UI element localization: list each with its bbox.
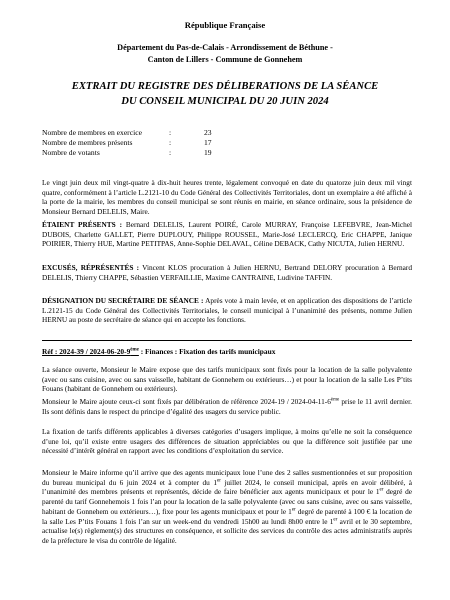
paragraph-4-part-c: degré de parenté du tarif Gonnehemois 1 fois l’an pour la location de la salle polyvalente (avec ou sans cuisine, avec ou sans vaisselle, habitant de Gonnehem ou extérieurs…), fixe pour les agents municipaux et pour le 1	[42, 487, 412, 516]
deliberation-paragraph-2	[42, 397, 412, 416]
paragraph-4-part-a: Monsieur le Maire informe qu’il arrive que des agents municipaux loue l’une des 2 salles susmentionnées et sur proposition du bureau municipal du 6 juin 2024 et à compter du 1	[42, 468, 412, 487]
section-divider	[42, 340, 412, 341]
stat-row	[42, 138, 234, 148]
department-line: Département du Pas-de-Calais - Arrondissement de Béthune -	[117, 43, 333, 52]
paragraph-4-sup-4: er	[333, 517, 338, 523]
paragraph-4-sup-3: er	[291, 507, 296, 513]
paragraph-4-sup-2: er	[379, 487, 384, 493]
paragraph-2-superscript: ème	[330, 397, 340, 403]
attendance-stats	[42, 128, 234, 158]
commune-line: Canton de Lillers - Commune de Gonnehem	[147, 55, 303, 64]
stat-value: 17	[204, 138, 212, 147]
excuses-paragraph	[42, 263, 412, 282]
paragraph-2-start: Monsieur le Maire ajoute ceux-ci sont fixés par délibération de référence 2024-19 / 2024-04-11-6	[42, 397, 331, 406]
excuses-label: EXCUSÉS, RÉPRÉSENTÉS :	[42, 263, 140, 272]
department-header	[40, 42, 410, 66]
secretaire-label: DÉSIGNATION DU SECRÉTAIRE DE SÉANCE :	[42, 296, 204, 305]
secretaire-paragraph	[42, 296, 412, 325]
title-line-2: DU CONSEIL MUNICIPAL DU 20 JUIN 2024	[121, 96, 329, 107]
paragraph-4-sup-1: er	[216, 478, 221, 484]
stat-row	[42, 128, 234, 138]
title-line-1: EXTRAIT DU REGISTRE DES DÉLIBERATIONS DE LA SÉANCE	[71, 81, 379, 92]
stat-colon: :	[169, 138, 172, 147]
presents-list: Bernard DELELIS, Laurent POIRÉ, Carole MURRAY, Françoise LEFEBVRE, Jean-Michel DUBOIS, Charlette GALLET, Pierre DUPLOUY, Philippe ROUSSEL, Marie-José LECLERCQ, Eric CHAPPE, Janique POIRIER, Thierry HUE, Martine PETITPAS, Anne-Sophie DELAVAL, Céline DEBACK, Cathy NICUTA, Julien HERNU.	[42, 220, 412, 249]
stat-colon: :	[169, 148, 172, 157]
stat-label: Nombre de membres en exercice	[42, 128, 142, 137]
republic-header: République Française	[184, 20, 266, 30]
deliberation-paragraph-3: La fixation de tarifs différents applicables à diverses catégories d’usagers implique, à moins qu’elle ne soit la conséquence d’une loi, qu’il existe entre usagers des différences de situation appréciables ou que la différence soit justifiée par une nécessité d’intérêt général en rapport avec les conditions d’exploitation du service.	[42, 427, 412, 456]
stat-row	[42, 148, 234, 158]
paragraph-2-end: prise le 11 avril dernier. Ils sont définis dans le respect du principe d’égalité des usagers du service public.	[42, 397, 412, 416]
stat-value: 23	[204, 128, 212, 137]
excuses-list: Vincent KLOS procuration à Julien HERNU, Bertrand DELORY procuration à Bernard DELELIS, Thierry CHAPPE, Sébastien VERFAILLIE, Maxime CANTRAINE, Ludivine TAFFIN.	[42, 263, 412, 282]
reference-number	[42, 347, 139, 356]
reference-superscript: ème	[130, 347, 139, 353]
deliberation-reference	[42, 347, 412, 357]
presents-paragraph	[42, 220, 412, 249]
intro-paragraph: Le vingt juin deux mil vingt-quatre à dix-huit heures trente, légalement convoqué en date du quatorze juin deux mil vingt quatre, conformément à l’article L.2121-10 du Code Général des Collectivités Territoriales, dont un exemplaire a été affiché à la porte de la mairie, les membres du conseil municipal se sont réunis en mairie, en séance ordinaire, sous la présidence de Monsieur Bernard DELELIS, Maire.	[42, 178, 412, 217]
reference-title: : Finances : Fixation des tarifs municipaux	[138, 347, 276, 356]
stat-label: Nombre de membres présents	[42, 138, 133, 147]
reference-code: Réf : 2024-39 / 2024-06-20-9	[42, 347, 131, 356]
paragraph-4-part-d: degré de parenté à 100 € la location de la salle Les P’tits Fouans 1 fois l’an sur un week-end du vendredi 15h00 au lundi 8h00 entre le 1	[42, 506, 412, 526]
deliberation-paragraph-4	[42, 468, 412, 546]
deliberation-paragraph-1: La séance ouverte, Monsieur le Maire expose que des tarifs municipaux sont fixés pour la location de la salle polyvalente (avec ou sans cuisine, avec ou sans vaisselle, habitant de Gonnehem ou extérieurs…) et pour la location de la salle Les P’tits Fouans (habitant de Gonnehem ou extérieurs).	[42, 365, 412, 394]
paragraph-4-part-e: avril et le 30 septembre, actualise le(s) règlement(s) des structures en conséquence, et sollicite des services du contrôle des actes administratifs auprès de la préfecture le visa du contrôle de légalité.	[42, 516, 412, 545]
paragraph-4-part-b: juillet 2024, le conseil municipal, après en avoir délibéré, à l’unanimité des membres présents et représentés, décide de faire bénéficier aux agents municipaux et pour le 1	[42, 477, 412, 497]
secretaire-text: Après vote à main levée, et en application des dispositions de l’article L.2121-15 du Code Général des Collectivités Territoriales, le conseil municipal à l’unanimité des présents, nomme Julien HERNU au poste de secrétaire de séance qui en accepte les fonctions.	[42, 296, 413, 325]
document-title	[30, 79, 420, 109]
presents-label: ÉTAIENT PRÉSENTS :	[42, 220, 123, 229]
stat-value: 19	[204, 148, 212, 157]
stat-colon: :	[169, 128, 172, 137]
stat-label: Nombre de votants	[42, 148, 100, 157]
